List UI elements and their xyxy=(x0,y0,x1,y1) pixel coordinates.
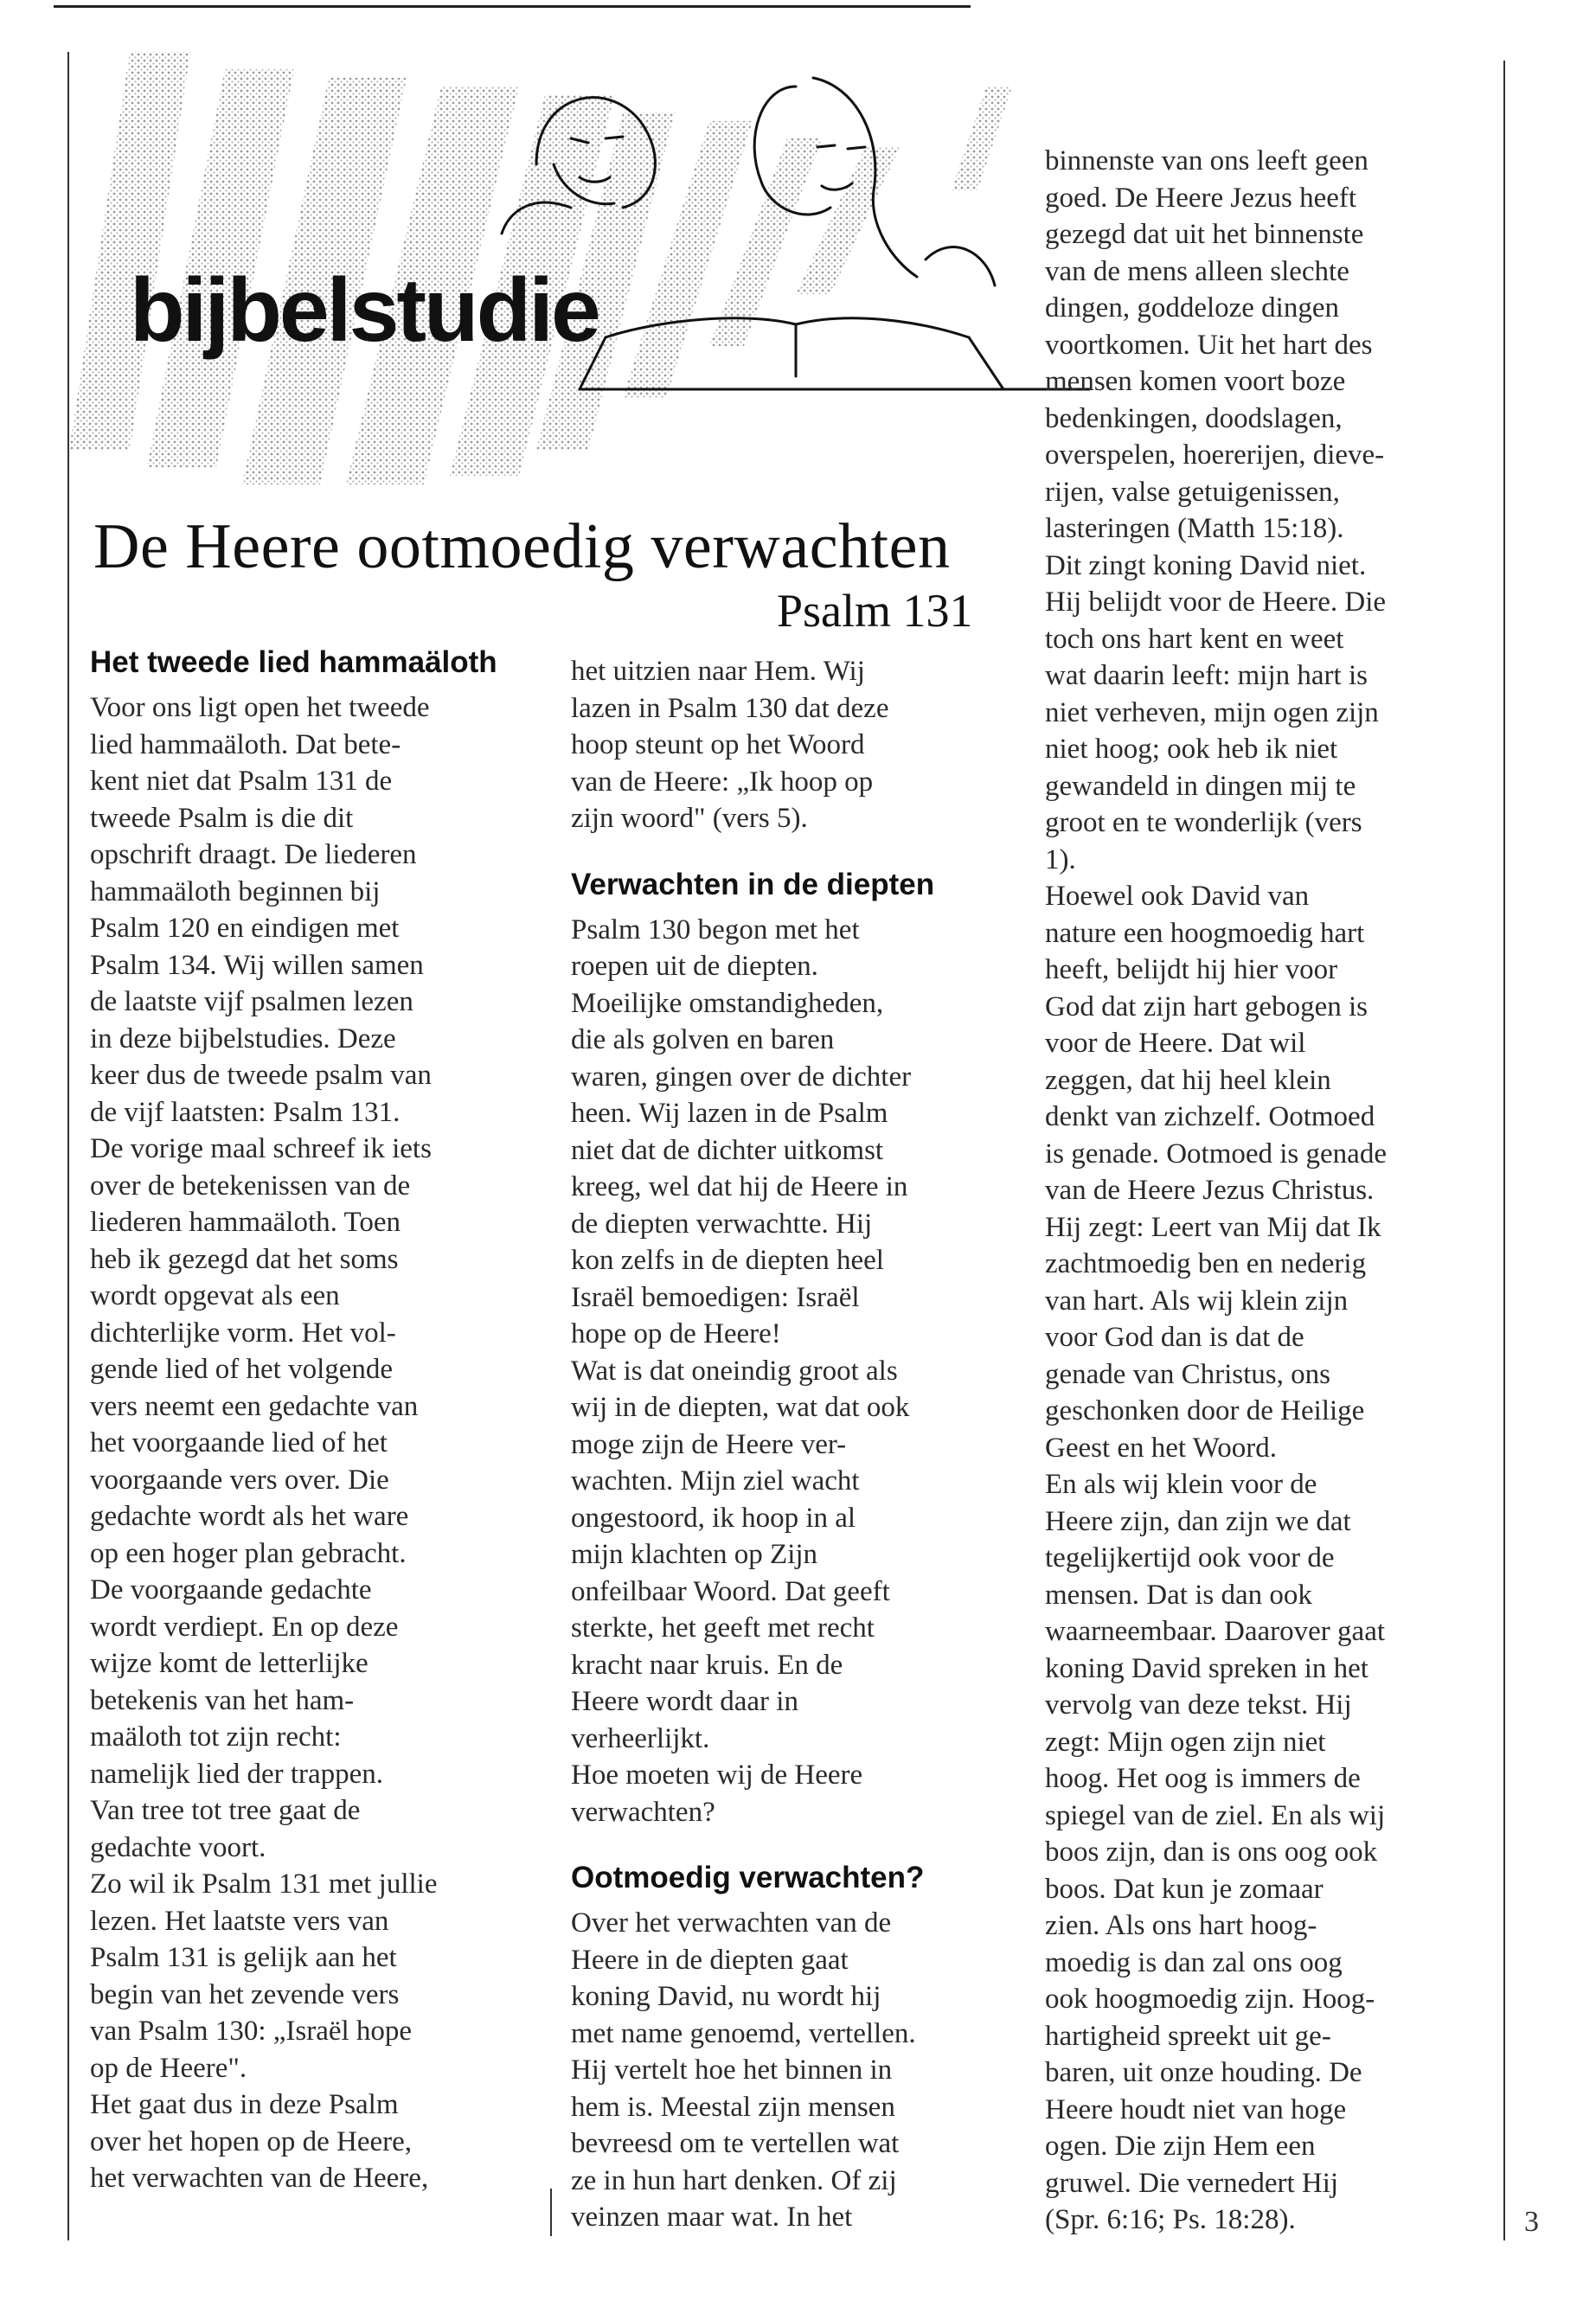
text-line: moge zijn de Heere ver- xyxy=(571,1428,847,1460)
text-line: denkt van zichzelf. Ootmoed xyxy=(1045,1101,1375,1132)
article-subtitle: Psalm 131 xyxy=(777,585,973,637)
text-line: zegt: Mijn ogen zijn niet xyxy=(1045,1726,1326,1758)
text-line: De vorige maal schreef ik iets xyxy=(90,1133,432,1164)
text-line: groot en te wonderlijk (vers xyxy=(1045,807,1362,838)
text-line: niet verheven, mijn ogen zijn xyxy=(1045,696,1379,728)
text-line: gedachte voort. xyxy=(90,1831,266,1863)
text-line: nature een hoogmoedig hart xyxy=(1045,917,1365,949)
text-line: niet dat de dichter uitkomst xyxy=(571,1134,884,1166)
text-line: ogen. Die zijn Hem een xyxy=(1045,2131,1316,2162)
text-line: op de Heere". xyxy=(90,2052,247,2084)
text-line: gewandeld in dingen mij te xyxy=(1045,770,1356,802)
text-line: Dit zingt koning David niet. xyxy=(1045,549,1367,581)
text-line: koning David spreken in het xyxy=(1045,1652,1368,1684)
text-line: voortkomen. Uit het hart des xyxy=(1045,329,1373,361)
text-line: sterkte, het geeft met recht xyxy=(571,1612,875,1644)
text-line: de laatste vijf psalmen lezen xyxy=(90,986,413,1017)
text-line: Psalm 134. Wij willen samen xyxy=(90,949,424,981)
text-line: zachtmoedig ben en nederig xyxy=(1045,1248,1367,1279)
text-line: van hart. Als wij klein zijn xyxy=(1045,1285,1349,1317)
text-line: 1). xyxy=(1045,843,1076,875)
heading-verwachten-diepten: Verwachten in de diepten xyxy=(571,867,935,901)
text-line: voorgaande vers over. Die xyxy=(90,1464,389,1496)
text-line: van Psalm 130: „Israël hope xyxy=(90,2016,413,2047)
text-line: namelijk lied der trappen. xyxy=(90,1758,384,1790)
text-line: Geest en het Woord. xyxy=(1045,1432,1277,1464)
text-line: hope op de Heere! xyxy=(571,1318,781,1349)
column-3 xyxy=(1045,143,1486,2239)
col1-body xyxy=(90,689,531,2197)
text-line: Zo wil ik Psalm 131 met jullie xyxy=(90,1868,438,1900)
text-line: hoog. Het oog is immers de xyxy=(1045,1763,1361,1794)
text-line: begin van het zevende vers xyxy=(90,1978,400,2010)
col2-intro xyxy=(571,653,1012,837)
text-line: mensen. Dat is dan ook xyxy=(1045,1579,1312,1611)
text-line: de diepten verwachtte. Hij xyxy=(571,1208,873,1240)
text-line: wij in de diepten, wat dat ook xyxy=(571,1392,910,1423)
text-line: kracht naar kruis. En de xyxy=(571,1649,843,1681)
text-line: hartigheid spreekt uit ge- xyxy=(1045,2020,1331,2052)
text-line: lazen in Psalm 130 dat deze xyxy=(571,692,889,724)
text-line: goed. De Heere Jezus heeft xyxy=(1045,182,1357,214)
page-number: 3 xyxy=(1524,2206,1539,2238)
text-line: het verwachten van de Heere, xyxy=(90,2163,429,2194)
text-line: verwachten? xyxy=(571,1796,715,1828)
text-line: bedenkingen, doodslagen, xyxy=(1045,402,1343,434)
text-line: ongestoord, ik hoop in al xyxy=(571,1502,856,1534)
text-line: van de Heere: „Ik hoop op xyxy=(571,766,874,798)
text-line: toch ons hart kent en weet xyxy=(1045,623,1344,655)
text-line: gedachte wordt als het ware xyxy=(90,1501,409,1532)
text-line: Hoewel ook David van xyxy=(1045,881,1310,912)
text-line: zeggen, dat hij heel klein xyxy=(1045,1064,1331,1096)
text-line: boos zijn, dan is ons oog ook xyxy=(1045,1836,1378,1868)
text-line: boos. Dat kun je zomaar xyxy=(1045,1873,1324,1905)
text-line: Van tree tot tree gaat de xyxy=(90,1795,361,1826)
text-line: Voor ons ligt open het tweede xyxy=(90,692,430,723)
text-line: dichterlijke vorm. Het vol- xyxy=(90,1317,396,1349)
text-line: heb ik gezegd dat het soms xyxy=(90,1243,399,1275)
text-line: overspelen, hoererijen, dieve- xyxy=(1045,439,1385,471)
text-line: kreeg, wel dat hij de Heere in xyxy=(571,1171,908,1202)
text-line: (Spr. 6:16; Ps. 18:28). xyxy=(1045,2204,1296,2235)
text-line: hoop steunt op het Woord xyxy=(571,729,865,760)
text-line: in deze bijbelstudies. Deze xyxy=(90,1022,396,1054)
text-line: Heere wordt daar in xyxy=(571,1686,798,1717)
text-line: bevreesd om te vertellen wat xyxy=(571,2128,900,2159)
text-line: kent niet dat Psalm 131 de xyxy=(90,766,393,797)
text-line: keer dus de tweede psalm van xyxy=(90,1060,432,1091)
text-line: ze in hun hart denken. Of zij xyxy=(571,2164,897,2196)
text-line: voor de Heere. Dat wil xyxy=(1045,1028,1306,1059)
text-line: ook hoogmoedig zijn. Hoog- xyxy=(1045,1984,1375,2015)
text-line: Wat is dat oneindig groot als xyxy=(571,1355,898,1387)
text-line: met name genoemd, vertellen. xyxy=(571,2017,916,2049)
text-line: het uitzien naar Hem. Wij xyxy=(571,656,865,687)
text-line: moedig is dan zal ons oog xyxy=(1045,1946,1343,1978)
text-line: wordt verdiept. En op deze xyxy=(90,1611,399,1643)
text-line: koning David, nu wordt hij xyxy=(571,1981,881,2012)
text-line: wijze komt de letterlijke xyxy=(90,1648,369,1679)
text-line: het voorgaande lied of het xyxy=(90,1427,388,1458)
text-line: Hoe moeten wij de Heere xyxy=(571,1759,863,1791)
text-line: de vijf laatsten: Psalm 131. xyxy=(90,1096,401,1128)
text-line: hammaäloth beginnen bij xyxy=(90,875,381,907)
text-line: Psalm 120 en eindigen met xyxy=(90,913,400,944)
text-line: dingen, goddeloze dingen xyxy=(1045,292,1339,324)
text-line: binnenste van ons leeft geen xyxy=(1045,145,1368,176)
text-line: heeft, belijdt hij hier voor xyxy=(1045,954,1338,985)
col3-body xyxy=(1045,143,1486,2239)
text-line: roepen uit de diepten. xyxy=(571,951,818,982)
text-line: onfeilbaar Woord. Dat geeft xyxy=(571,1575,890,1607)
text-line: De voorgaande gedachte xyxy=(90,1574,372,1606)
text-line: vers neemt een gedachte van xyxy=(90,1390,419,1422)
text-line: heen. Wij lazen in de Psalm xyxy=(571,1098,888,1129)
column-rule xyxy=(550,2189,552,2236)
text-line: gezegd dat uit het binnenste xyxy=(1045,219,1364,250)
text-line: Israël bemoedigen: Israël xyxy=(571,1281,860,1313)
text-line: van de Heere Jezus Christus. xyxy=(1045,1175,1375,1206)
text-line: hem is. Meestal zijn mensen xyxy=(571,2091,895,2123)
text-line: Psalm 130 begon met het xyxy=(571,913,860,945)
text-line: tegelijkertijd ook voor de xyxy=(1045,1542,1335,1574)
text-line: Moeilijke omstandigheden, xyxy=(571,987,884,1019)
text-line: tweede Psalm is die dit xyxy=(90,802,354,834)
text-line: God dat zijn hart gebogen is xyxy=(1045,990,1368,1022)
section-tag: bijbelstudie xyxy=(130,260,599,361)
text-line: lied hammaäloth. Dat bete- xyxy=(90,728,401,760)
text-line: mijn klachten op Zijn xyxy=(571,1539,818,1570)
text-line: is genade. Ootmoed is genade xyxy=(1045,1138,1387,1170)
text-line: veinzen maar wat. In het xyxy=(571,2202,853,2233)
text-line: mensen komen voort boze xyxy=(1045,366,1346,397)
heading-ootmoedig: Ootmoedig verwachten? xyxy=(571,1861,925,1894)
text-line: over de betekenissen van de xyxy=(90,1170,411,1202)
text-line: verheerlijkt. xyxy=(571,1722,710,1754)
text-line: En als wij klein voor de xyxy=(1045,1469,1317,1500)
column-1 xyxy=(90,644,531,2197)
text-line: van de mens alleen slechte xyxy=(1045,255,1349,287)
text-line: Het gaat dus in deze Psalm xyxy=(90,2089,399,2120)
text-line: niet hoog; ook heb ik niet xyxy=(1045,734,1338,765)
text-line: liederen hammaäloth. Toen xyxy=(90,1207,401,1238)
text-line: Hij belijdt voor de Heere. Die xyxy=(1045,586,1387,618)
text-line: Heere in de diepten gaat xyxy=(571,1944,849,1976)
text-line: wat daarin leeft: mijn hart is xyxy=(1045,660,1368,691)
text-line: genade van Christus, ons xyxy=(1045,1358,1330,1390)
text-line: maäloth tot zijn recht: xyxy=(90,1721,342,1753)
right-rule xyxy=(1503,61,1505,2240)
text-line: zien. Als ons hart hoog- xyxy=(1045,1910,1317,1941)
text-line: gruwel. Die vernedert Hij xyxy=(1045,2167,1339,2199)
text-line: spiegel van de ziel. En als wij xyxy=(1045,1799,1386,1831)
text-line: kon zelfs in de diepten heel xyxy=(571,1245,884,1276)
text-line: rijen, valse getuigenissen, xyxy=(1045,476,1340,508)
text-line: gende lied of het volgende xyxy=(90,1354,394,1385)
text-line: baren, uit onze houding. De xyxy=(1045,2057,1362,2088)
top-rule xyxy=(54,5,971,8)
text-line: opschrift draagt. De liederen xyxy=(90,839,417,870)
text-line: wachten. Mijn ziel wacht xyxy=(571,1465,860,1497)
text-line: op een hoger plan gebracht. xyxy=(90,1537,407,1569)
text-line: vervolg van deze tekst. Hij xyxy=(1045,1689,1352,1721)
article-title: De Heere ootmoedig verwachten xyxy=(93,511,951,582)
column-2 xyxy=(571,653,1012,2236)
text-line: waarneembaar. Daarover gaat xyxy=(1045,1616,1386,1647)
text-line: lezen. Het laatste vers van xyxy=(90,1905,389,1937)
col2-section3 xyxy=(571,1905,1012,2236)
text-line: Over het verwachten van de xyxy=(571,1907,892,1939)
col2-section2 xyxy=(571,912,1012,1831)
text-line: betekenis van het ham- xyxy=(90,1684,355,1716)
text-line: geschonken door de Heilige xyxy=(1045,1395,1365,1426)
text-line: over het hopen op de Heere, xyxy=(90,2125,413,2157)
heading-hammaaloth: Het tweede lied hammaäloth xyxy=(90,645,497,679)
text-line: Hij vertelt hoe het binnen in xyxy=(571,2054,893,2086)
text-line: Heere zijn, dan zijn we dat xyxy=(1045,1505,1351,1537)
text-line: zijn woord" (vers 5). xyxy=(571,803,808,834)
text-line: Hij zegt: Leert van Mij dat Ik xyxy=(1045,1211,1381,1243)
text-line: lasteringen (Matth 15:18). xyxy=(1045,513,1344,544)
text-line: wordt opgevat als een xyxy=(90,1280,340,1311)
text-line: Psalm 131 is gelijk aan het xyxy=(90,1942,397,1973)
text-line: waren, gingen over de dichter xyxy=(571,1061,912,1093)
text-line: die als golven en baren xyxy=(571,1024,835,1055)
text-line: Heere houdt niet van hoge xyxy=(1045,2093,1347,2125)
text-line: voor God dan is dat de xyxy=(1045,1322,1304,1353)
